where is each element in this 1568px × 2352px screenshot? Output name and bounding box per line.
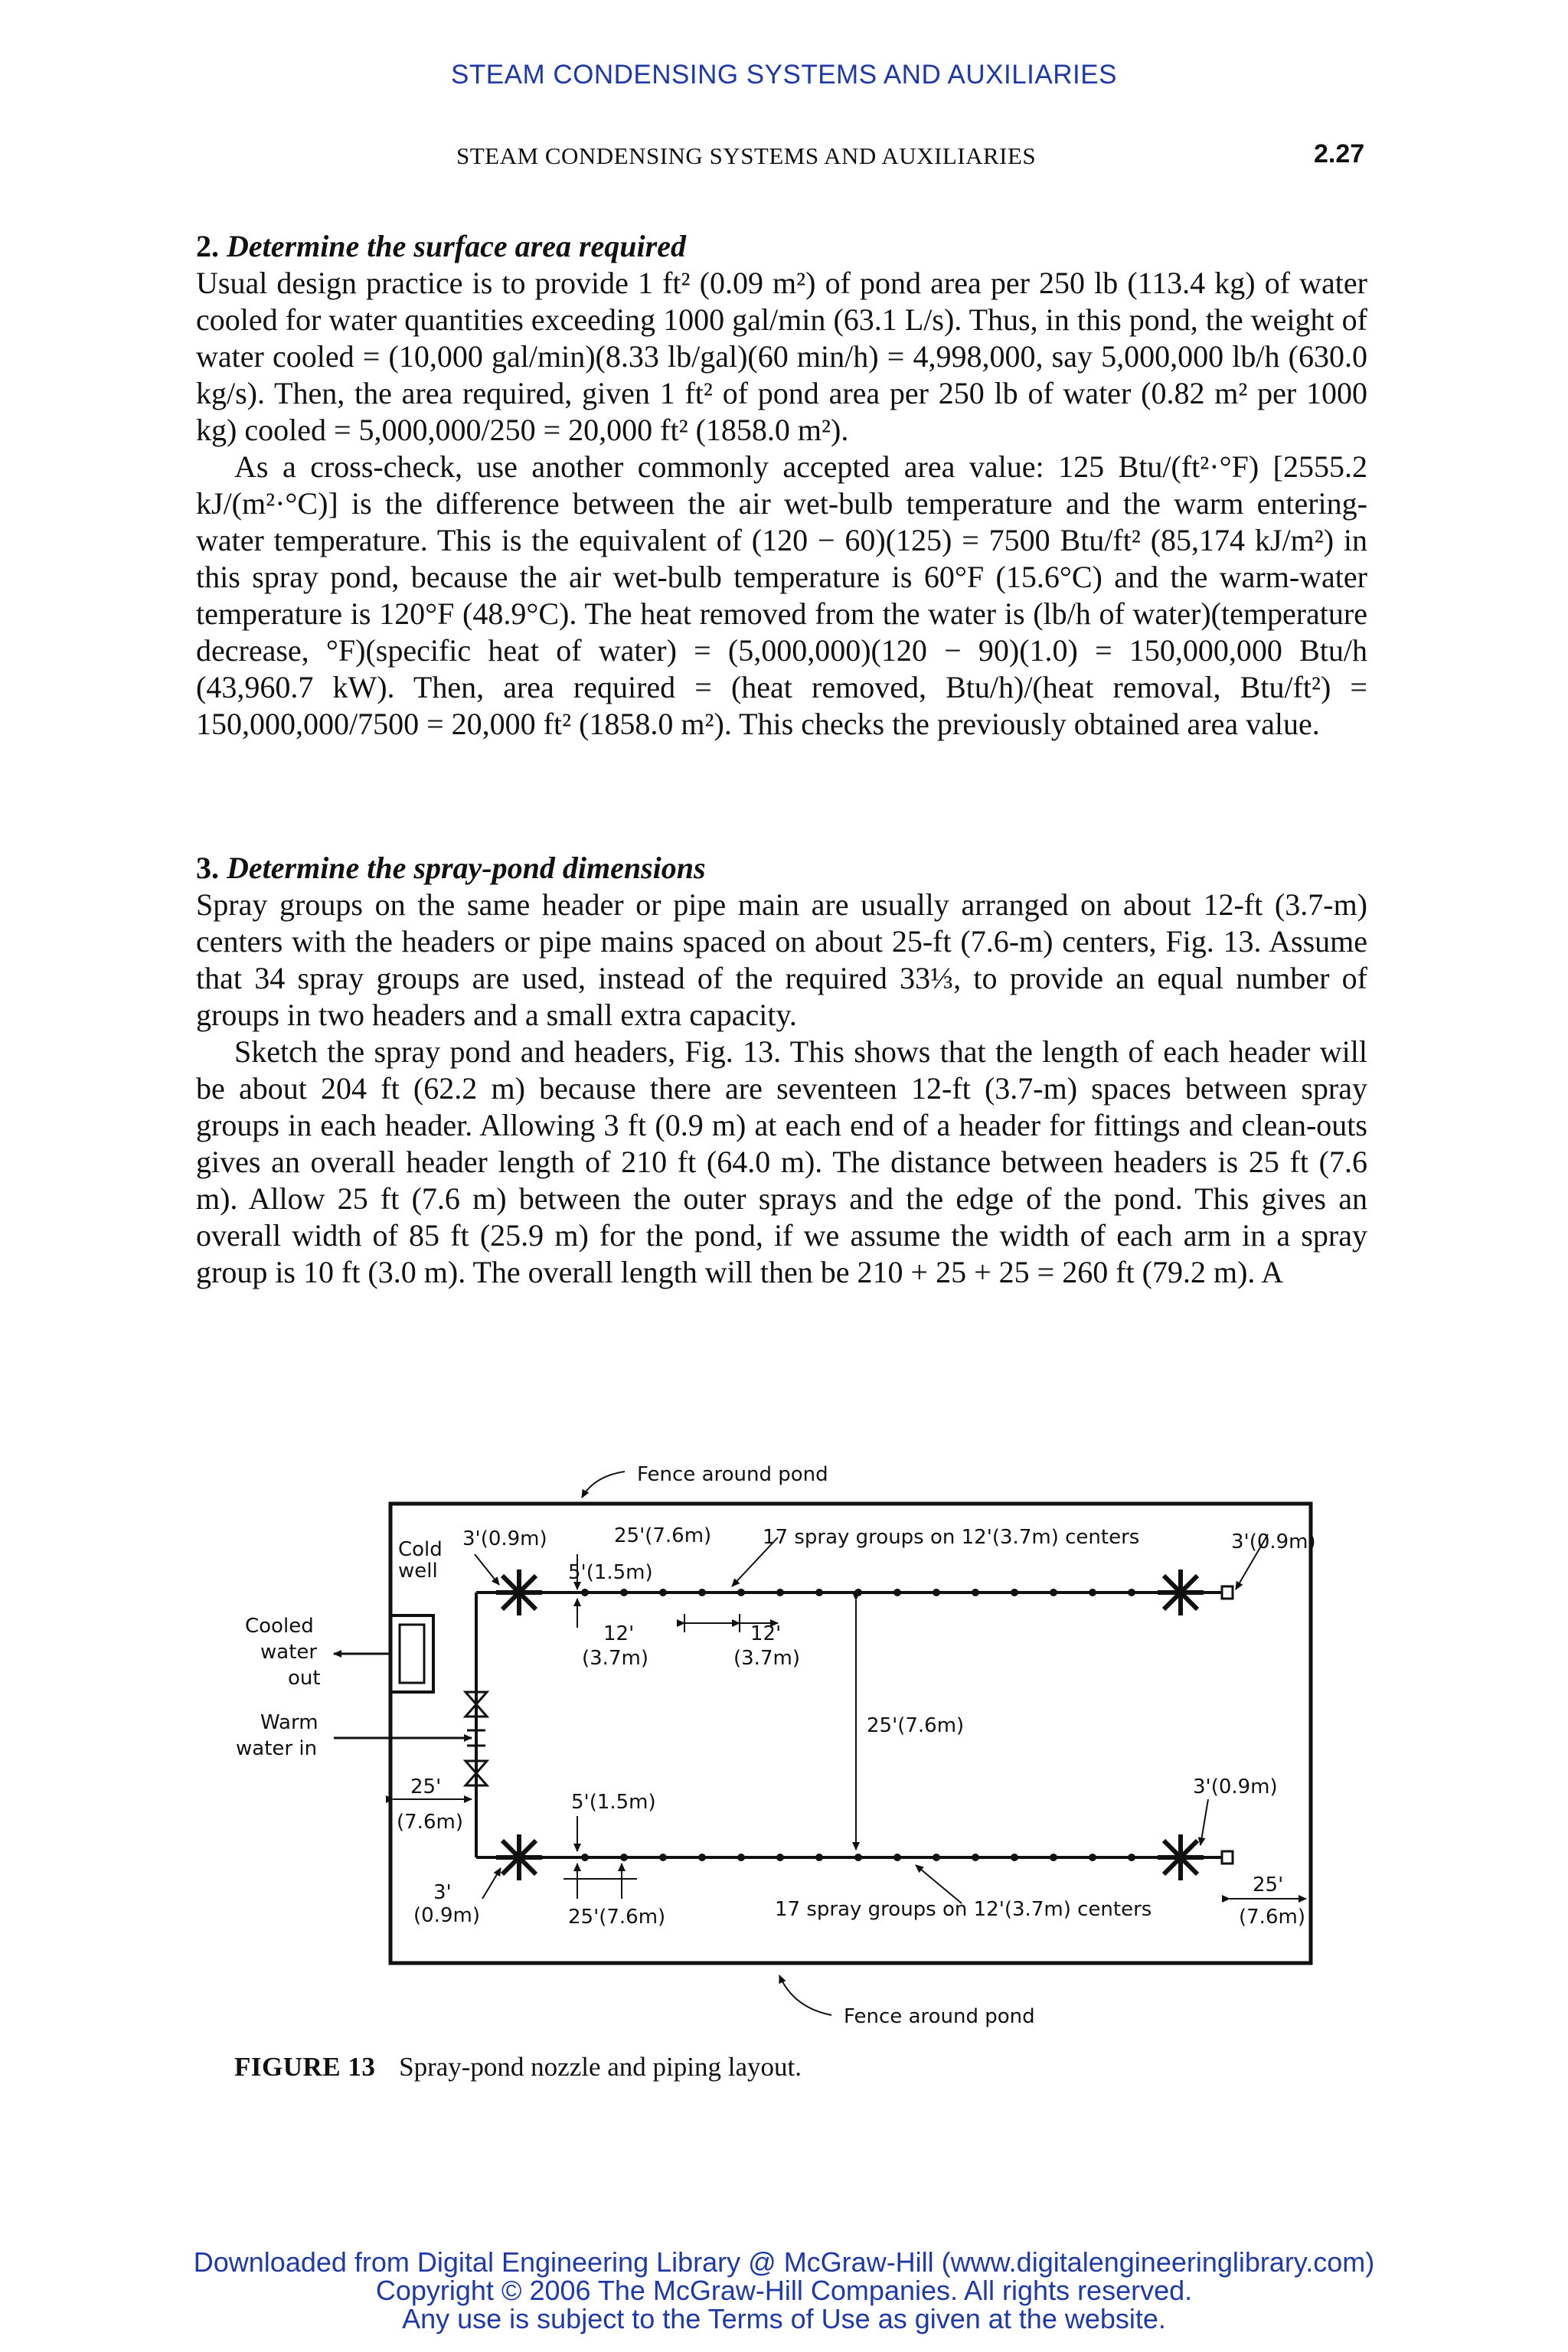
label-cooled-water: Cooled: [245, 1615, 314, 1638]
label-cold-well: well: [398, 1560, 438, 1583]
label-mid-25ft: 25'(7.6m): [867, 1714, 965, 1737]
fence-bottom-leader: [779, 1975, 831, 2015]
label-warm-water: water in: [236, 1737, 318, 1760]
paragraph: Usual design practice is to provide 1 ft² (0.09 m²) of pond area per 250 lb (113.4 kg) of water cooled for water quantities exceeding 1000 gal/min (63.1 L/s). Thus, in this pond, the weight of water cooled = (10,000 gal/min)(8.33 lb/gal)(60 min/h) = 4,998,000, say 5,000,000 lb/h (630.0 kg/s). Then, the area required, given 1 ft² of pond area per 250 lb of water (0.82 m² per 1000 kg) cooled = 5,000,000/250 = 20,000 ft² (1858.0 m²).: [196, 266, 1367, 447]
label-bot-groups: 17 spray groups on 12'(3.7m) centers: [775, 1898, 1152, 1921]
label-bot-right-3ft: 3'(0.9m): [1193, 1775, 1278, 1798]
step-number: 3.: [196, 851, 219, 885]
footer-copyright: Copyright © 2006 The McGraw-Hill Companies. All rights reserved.: [375, 2275, 1193, 2306]
label-bot-left-3ft: 3': [433, 1881, 452, 1904]
label-top-groups: 17 spray groups on 12'(3.7m) centers: [763, 1526, 1140, 1549]
paragraph: Spray groups on the same header or pipe main are usually arranged on about 12-ft (3.7-m) centers with the headers or pipe mains spaced on about 25-ft (7.6-m) centers, Fig. 13. Assume that 34 spray groups are used, instead of the required 33⅓, to provide an equal number of groups in two headers and a small extra capacity.: [196, 887, 1367, 1032]
cleanout-cap-bottom: [1222, 1851, 1233, 1864]
label-cold-well: Cold: [398, 1538, 443, 1561]
spray-group-top-right: [1158, 1570, 1204, 1615]
section-pond-dimensions: [196, 850, 1367, 1291]
spray-group-top-left: [496, 1570, 542, 1615]
label-spacing: 12': [603, 1622, 635, 1645]
cleanout-cap-top: [1222, 1586, 1233, 1599]
step-title: Determine the surface area required: [227, 229, 686, 263]
label-spacing: 12': [750, 1622, 782, 1645]
footer-terms-link[interactable]: Any use is subject to the Terms of Use as given at the website.: [402, 2303, 1166, 2334]
paragraph: As a cross-check, use another commonly accepted area value: 125 Btu/(ft²·°F) [2555.2 kJ/(m²·°C)] is the difference between the air wet-bulb temperature and the warm entering-water temperature. This is the equivalent of (120 − 60)(125) = 7500 Btu/ft² (85,174 kJ/m²) in this spray pond, because the air wet-bulb temperature is 60°F (15.6°C) and the warm-water temperature is 120°F (48.9°C). The heat removed from the water is (lb/h of water)(temperature decrease, °F)(specific heat of water) = (5,000,000)(120 − 90)(1.0) = 150,000,000 Btu/h (43,960.7 kW). Then, area required = (heat removed, Btu/h)/(heat removal, Btu/ft²) = 150,000,000/7500 = 20,000 ft² (1858.0 m²). This checks the previously obtained area value.: [196, 449, 1367, 741]
label-top-right-3ft: 3'(0.9m): [1231, 1530, 1316, 1553]
label-right-25ft: 25': [1253, 1873, 1284, 1896]
label-fence-top: Fence around pond: [637, 1463, 828, 1486]
label-top-5ft: 5'(1.5m): [568, 1561, 653, 1584]
label-fence-bottom: Fence around pond: [844, 2005, 1035, 2028]
step-title: Determine the spray-pond dimensions: [227, 851, 706, 885]
figure-caption-text: Spray-pond nozzle and piping layout.: [399, 2052, 802, 2082]
pond-fence-outline: [390, 1504, 1311, 1963]
spray-pond-diagram: [196, 1439, 1390, 2067]
page-number: 2.27: [1314, 139, 1365, 168]
cold-well: [390, 1615, 433, 1692]
label-bot-5ft: 5'(1.5m): [571, 1791, 656, 1814]
cold-well-inner: [400, 1625, 424, 1683]
figure-label: FIGURE 13: [234, 2052, 376, 2082]
paragraph: Sketch the spray pond and headers, Fig. 13. This shows that the length of each header will be about 204 ft (62.2 m) because there are seventeen 12-ft (3.7-m) spaces between spray groups in each header. Allowing 3 ft (0.9 m) at each end of a header for fittings and clean-outs gives an overall header length of 210 ft (64.0 m). The distance between headers is 25 ft (7.6 m). Allow 25 ft (7.6 m) between the outer sprays and the edge of the pond. This gives an overall width of 85 ft (25.9 m) for the pond, if we assume the width of each arm in a spray group is 10 ft (3.0 m). The overall length will then be 210 + 25 + 25 = 260 ft (79.2 m). A: [196, 1034, 1367, 1289]
spray-group-bottom-right: [1158, 1834, 1204, 1880]
label-left-76m: (7.6m): [397, 1811, 463, 1834]
section-surface-area: [196, 228, 1367, 743]
label-cooled-water: water: [260, 1641, 318, 1664]
top-banner: STEAM CONDENSING SYSTEMS AND AUXILIARIES: [451, 60, 1117, 90]
label-top-25ft: 25'(7.6m): [614, 1524, 712, 1547]
spray-dots-bottom: [581, 1854, 1135, 1861]
label-left-25ft: 25': [410, 1775, 442, 1798]
label-bot-25ft: 25'(7.6m): [568, 1906, 666, 1929]
label-right-76m: (7.6m): [1239, 1906, 1305, 1929]
label-warm-water: Warm: [260, 1711, 318, 1734]
fence-top-leader: [582, 1472, 625, 1498]
spray-dots-top: [581, 1589, 1135, 1596]
running-head: STEAM CONDENSING SYSTEMS AND AUXILIARIES: [456, 142, 1037, 169]
label-bot-left-3ft: (0.9m): [413, 1904, 480, 1927]
label-spacing-metric: (3.7m): [582, 1647, 648, 1670]
step-number: 2.: [196, 229, 219, 263]
step-heading: [196, 850, 1367, 887]
spray-pond-figure: [196, 1439, 1390, 2067]
label-spacing-metric: (3.7m): [733, 1647, 800, 1670]
step-heading: [196, 228, 1367, 265]
figure-caption: [234, 2052, 802, 2082]
footer-download-link[interactable]: Downloaded from Digital Engineering Library @ McGraw-Hill (www.digitalengineeringlibrary.com): [193, 2246, 1375, 2278]
label-top-3ft: 3'(0.9m): [462, 1527, 547, 1550]
spray-group-bottom-left: [496, 1834, 542, 1880]
label-cooled-water: out: [288, 1667, 321, 1690]
